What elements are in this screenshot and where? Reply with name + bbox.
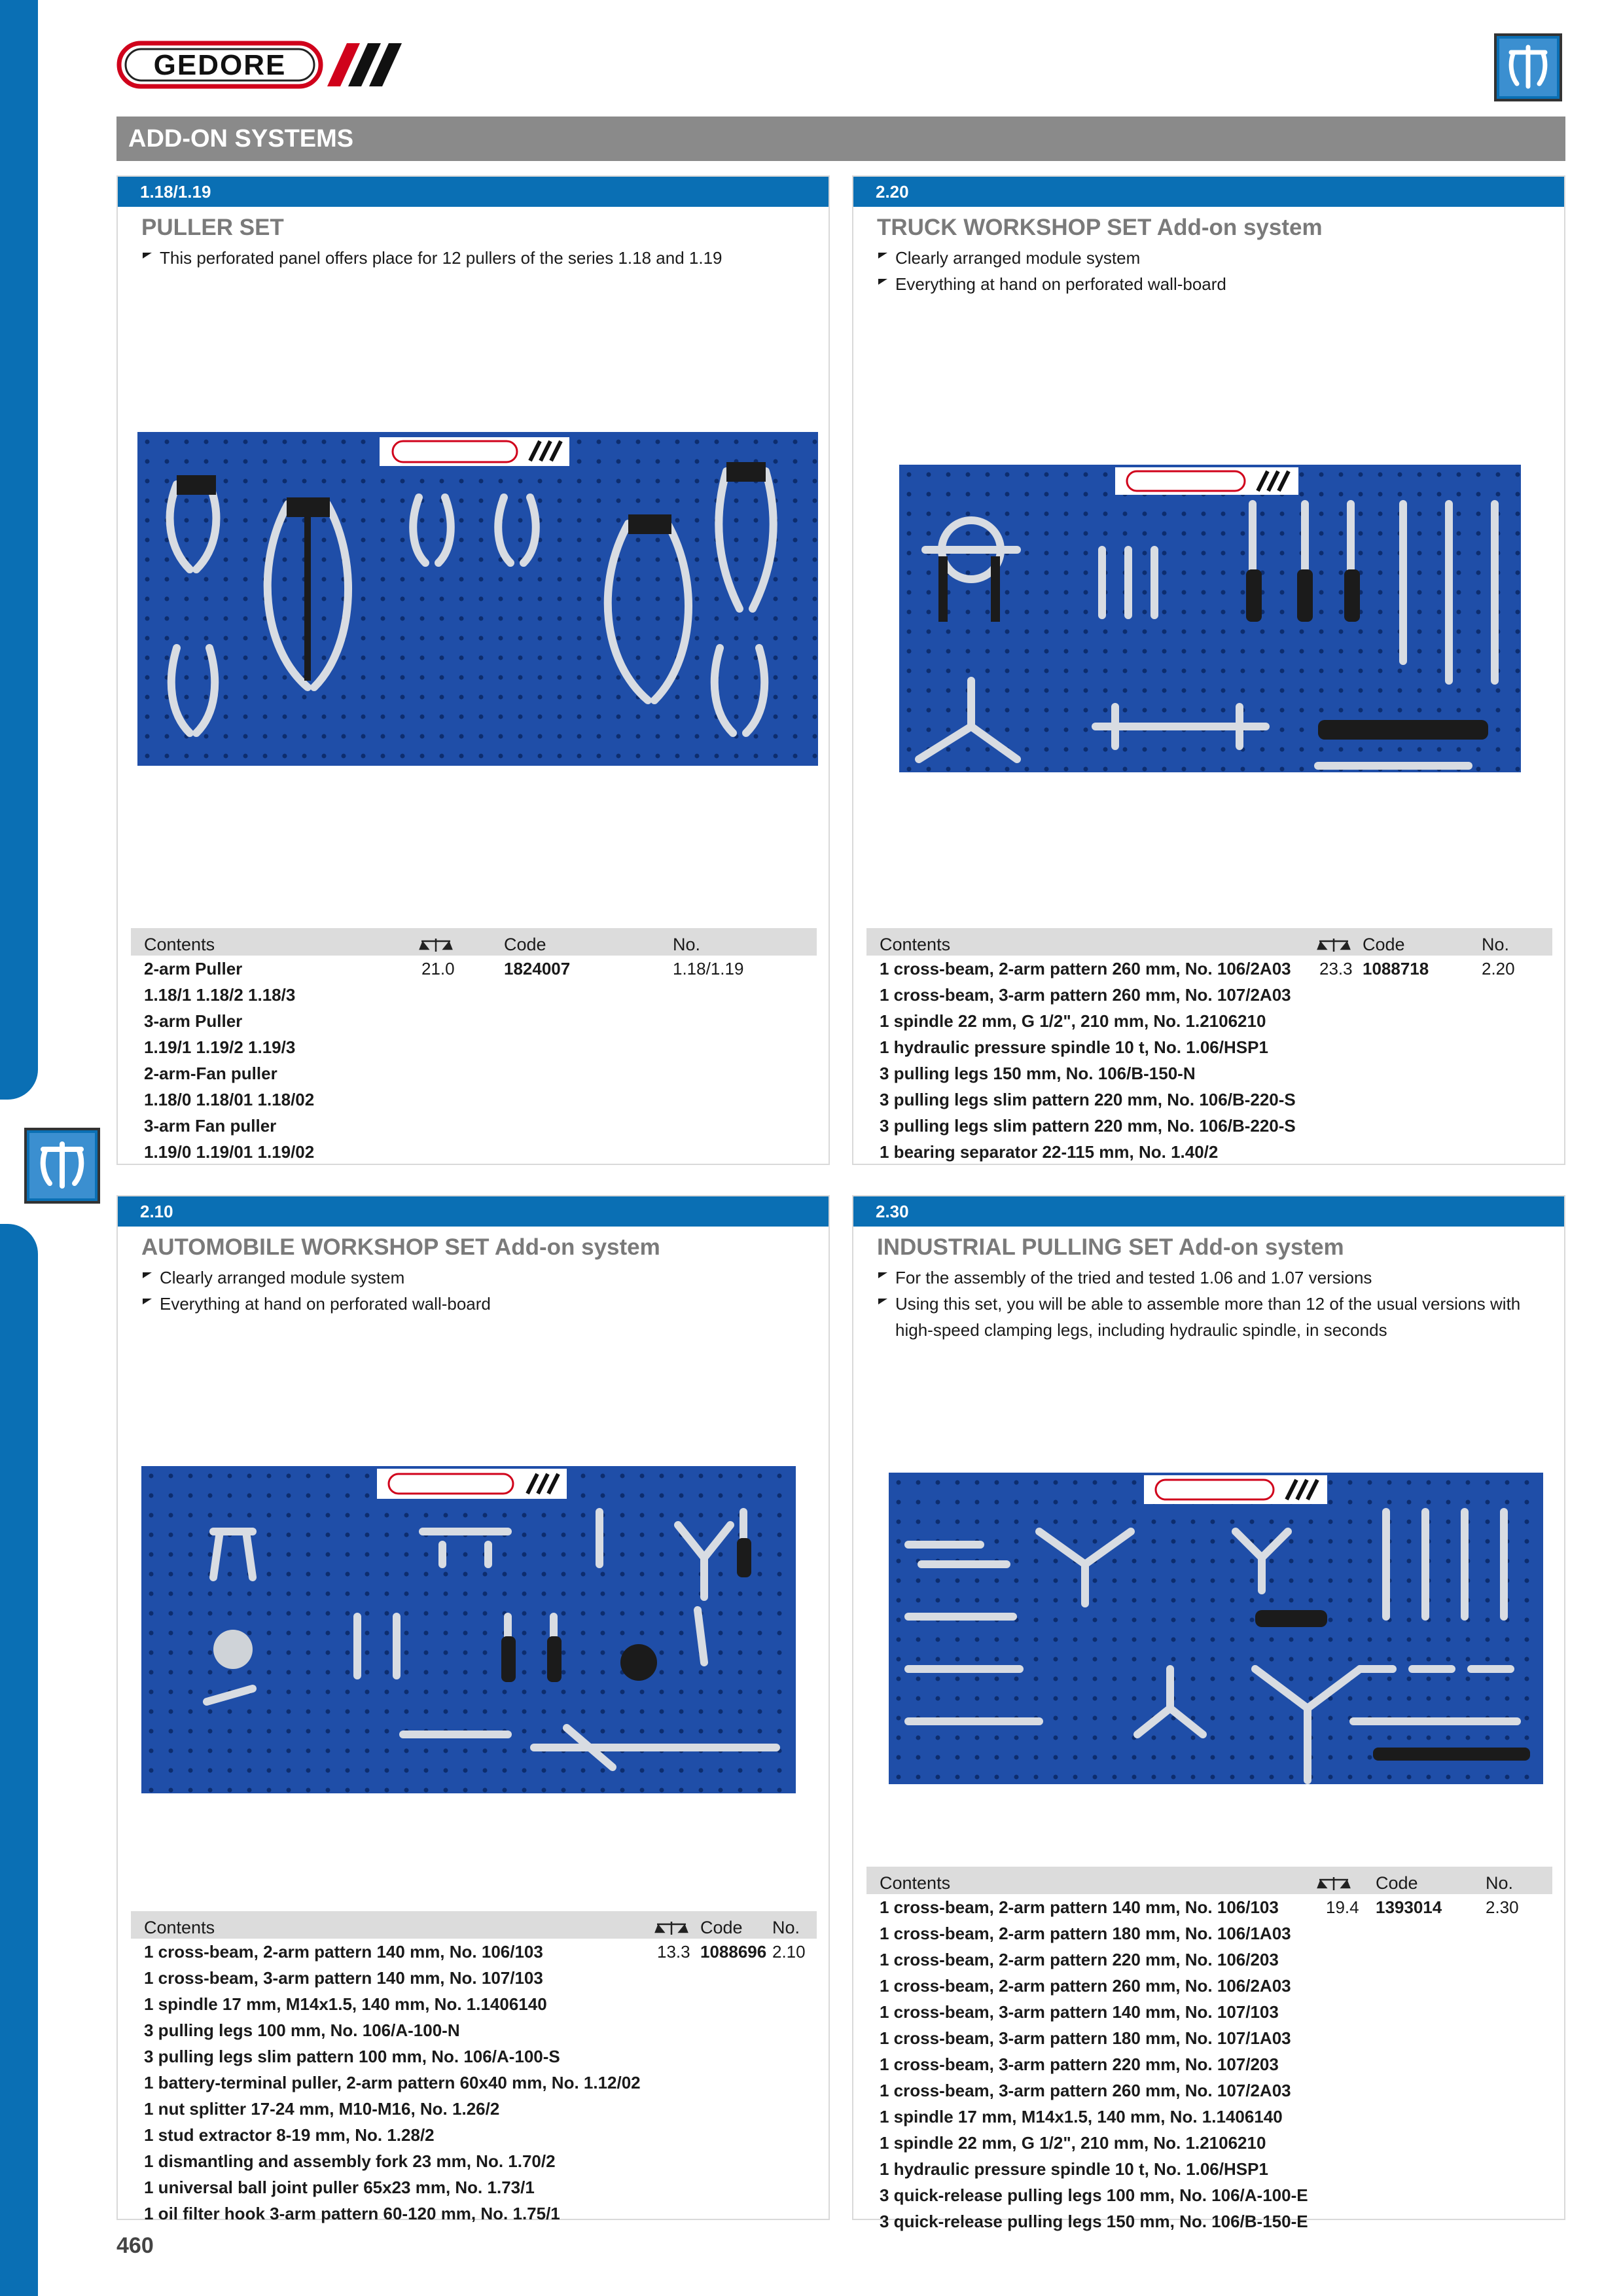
header-code: Code — [1376, 1873, 1418, 1893]
table-row: 1 cross-beam, 2-arm pattern 140 mm, No. 106/103 — [880, 1897, 1279, 1917]
number-value: 2.30 — [1486, 1897, 1519, 1917]
panel-number: 2.10 — [118, 1196, 829, 1227]
table-row: 1 nut splitter 17-24 mm, M10-M16, No. 1.26/2 — [144, 2099, 500, 2119]
panel-title: AUTOMOBILE WORKSHOP SET Add-on system — [141, 1234, 660, 1260]
table-row: 1 universal ball joint puller 65x23 mm, No. 1.73/1 — [144, 2178, 535, 2197]
table-row: 1 spindle 17 mm, M14x1.5, 140 mm, No. 1.1406140 — [880, 2107, 1283, 2126]
product-photo-board — [899, 465, 1521, 772]
table-row: 1 cross-beam, 3-arm pattern 140 mm, No. 107/103 — [144, 1968, 543, 1988]
table-row: 2-arm-Fan puller — [144, 1064, 277, 1083]
panel-title: TRUCK WORKSHOP SET Add-on system — [877, 215, 1323, 240]
table-body — [131, 1939, 817, 2227]
table-row: 3 pulling legs slim pattern 100 mm, No. 106/A-100-S — [144, 2047, 560, 2066]
scale-weight-icon — [419, 937, 453, 953]
product-photo-board — [137, 432, 818, 766]
product-panel-automobile-workshop-set — [116, 1195, 830, 2223]
brand-name: GEDORE — [153, 49, 287, 81]
contents-table — [131, 928, 817, 1165]
feature-item: This perforated panel offers place for 12 pullers of the series 1.18 and 1.19 — [141, 245, 802, 271]
panel-number: 2.20 — [853, 177, 1564, 207]
table-row: 3 pulling legs 150 mm, No. 106/B-150-N — [880, 1064, 1196, 1083]
table-row: 1 spindle 22 mm, G 1/2", 210 mm, No. 1.2106210 — [880, 1011, 1266, 1031]
header-contents: Contents — [144, 935, 215, 954]
header-code: Code — [700, 1918, 743, 1937]
table-row: 3 pulling legs slim pattern 220 mm, No. 106/B-220-S — [880, 1116, 1296, 1136]
table-header — [131, 1911, 817, 1939]
product-panel-industrial-pulling-set — [852, 1195, 1565, 2231]
left-rail-bottom — [0, 1224, 38, 2296]
product-panel-truck-workshop-set — [852, 175, 1565, 1165]
table-row: 1.18/0 1.18/01 1.18/02 — [144, 1090, 315, 1109]
header-no: No. — [772, 1918, 800, 1937]
puller-icon — [24, 1127, 101, 1204]
feature-list — [141, 245, 802, 271]
table-row: 3-arm Puller — [144, 1011, 243, 1031]
header-contents: Contents — [880, 935, 951, 954]
contents-list — [866, 956, 1552, 1165]
number-value: 2.10 — [772, 1942, 806, 1962]
weight-value: 13.3 — [657, 1942, 690, 1962]
table-row: 1.18/1 1.18/2 1.18/3 — [144, 985, 296, 1005]
page-number: 460 — [116, 2233, 154, 2258]
code-value: 1393014 — [1376, 1897, 1442, 1917]
table-row: 1 cross-beam, 3-arm pattern 260 mm, No. 107/2A03 — [880, 985, 1291, 1005]
header-contents: Contents — [144, 1918, 215, 1937]
table-row: 1.19/1 1.19/2 1.19/3 — [144, 1037, 296, 1057]
table-row: 1 cross-beam, 2-arm pattern 220 mm, No. 106/203 — [880, 1950, 1279, 1969]
table-body — [131, 956, 817, 1165]
weight-value: 23.3 — [1319, 959, 1353, 978]
table-row: 3 pulling legs slim pattern 220 mm, No. 106/B-220-S — [880, 1090, 1296, 1109]
feature-item: Clearly arranged module system — [141, 1265, 802, 1291]
puller-icon — [1493, 33, 1563, 102]
code-value: 1088696 — [700, 1942, 767, 1962]
header-no: No. — [1486, 1873, 1514, 1893]
left-rail-top — [0, 0, 38, 1100]
code-value: 1824007 — [504, 959, 571, 978]
code-value: 1088718 — [1363, 959, 1429, 978]
table-row: 3 pulling legs 100 mm, No. 106/A-100-N — [144, 2020, 460, 2040]
feature-list — [877, 1265, 1538, 1343]
table-row: 1 oil filter hook 3-arm pattern 60-120 mm, No. 1.75/1 — [144, 2204, 560, 2223]
table-row: 1 spindle 17 mm, M14x1.5, 140 mm, No. 1.1406140 — [144, 1994, 547, 2014]
contents-table — [131, 1911, 817, 2227]
weight-value: 21.0 — [421, 959, 455, 978]
table-body — [866, 1894, 1552, 2234]
table-row: 1 hydraulic pressure spindle 10 t, No. 1.06/HSP1 — [880, 1037, 1268, 1057]
table-row: 1 cross-beam, 3-arm pattern 220 mm, No. 107/203 — [880, 2054, 1279, 2074]
panel-title: INDUSTRIAL PULLING SET Add-on system — [877, 1234, 1344, 1260]
header-no: No. — [673, 935, 701, 954]
contents-table — [866, 928, 1552, 1165]
section-title: ADD-ON SYSTEMS — [116, 117, 1565, 161]
number-value: 2.20 — [1482, 959, 1515, 978]
product-photo-board — [889, 1473, 1543, 1784]
table-row: 2-arm Puller — [144, 959, 243, 978]
table-row: 3-arm Fan puller — [144, 1116, 277, 1136]
table-header — [866, 928, 1552, 956]
table-row: 1 cross-beam, 3-arm pattern 140 mm, No. 107/103 — [880, 2002, 1279, 2022]
panel-title: PULLER SET — [141, 215, 284, 240]
table-row: 1 cross-beam, 2-arm pattern 180 mm, No. 106/1A03 — [880, 1924, 1291, 1943]
table-row: 1 bearing separator 22-115 mm, No. 1.40/2 — [880, 1142, 1219, 1162]
contents-table — [866, 1867, 1552, 2234]
table-row: 1 hydraulic pressure spindle 10 t, No. 1.06/HSP1 — [880, 2159, 1268, 2179]
table-header — [131, 928, 817, 956]
feature-item: For the assembly of the tried and tested 1.06 and 1.07 versions — [877, 1265, 1538, 1291]
contents-list — [131, 1939, 817, 2227]
brand-logo — [116, 38, 411, 92]
product-panel-puller-set — [116, 175, 830, 1165]
scale-weight-icon — [1317, 1876, 1351, 1892]
feature-item: Clearly arranged module system — [877, 245, 1538, 271]
table-row: 1 cross-beam, 2-arm pattern 260 mm, No. 106/2A03 — [880, 959, 1291, 978]
panel-number: 1.18/1.19 — [118, 177, 829, 207]
feature-item: Everything at hand on perforated wall-board — [141, 1291, 802, 1317]
header-code: Code — [504, 935, 546, 954]
table-header — [866, 1867, 1552, 1894]
feature-list — [877, 245, 1538, 297]
table-body — [866, 956, 1552, 1165]
table-row: 1 cross-beam, 3-arm pattern 260 mm, No. 107/2A03 — [880, 2081, 1291, 2100]
table-row: 1 cross-beam, 3-arm pattern 180 mm, No. 107/1A03 — [880, 2028, 1291, 2048]
contents-list — [131, 956, 817, 1165]
weight-value: 19.4 — [1326, 1897, 1359, 1917]
table-row: 1 stud extractor 8-19 mm, No. 1.28/2 — [144, 2125, 435, 2145]
table-row: 1 spindle 22 mm, G 1/2", 210 mm, No. 1.2106210 — [880, 2133, 1266, 2153]
table-row: 3 quick-release pulling legs 100 mm, No. 106/A-100-E — [880, 2185, 1308, 2205]
feature-item: Everything at hand on perforated wall-board — [877, 271, 1538, 297]
feature-item: Using this set, you will be able to assemble more than 12 of the usual versions with high-speed clamping legs, including hydraulic spindle, in seconds — [877, 1291, 1538, 1343]
feature-list — [141, 1265, 802, 1317]
table-row: 1 cross-beam, 2-arm pattern 140 mm, No. 106/103 — [144, 1942, 543, 1962]
table-row: 1.19/0 1.19/01 1.19/02 — [144, 1142, 315, 1162]
table-row: 1 dismantling and assembly fork 23 mm, No. 1.70/2 — [144, 2151, 556, 2171]
table-row: 1 cross-beam, 2-arm pattern 260 mm, No. 106/2A03 — [880, 1976, 1291, 1996]
table-row: 3 quick-release pulling legs 150 mm, No. 106/B-150-E — [880, 2212, 1308, 2231]
table-row: 1 battery-terminal puller, 2-arm pattern 60x40 mm, No. 1.12/02 — [144, 2073, 641, 2092]
header-contents: Contents — [880, 1873, 951, 1893]
scale-weight-icon — [1317, 937, 1351, 953]
header-code: Code — [1363, 935, 1405, 954]
number-value: 1.18/1.19 — [673, 959, 744, 978]
panel-number: 2.30 — [853, 1196, 1564, 1227]
contents-list — [866, 1894, 1552, 2234]
scale-weight-icon — [654, 1920, 688, 1936]
product-photo-board — [141, 1466, 796, 1793]
header-no: No. — [1482, 935, 1510, 954]
